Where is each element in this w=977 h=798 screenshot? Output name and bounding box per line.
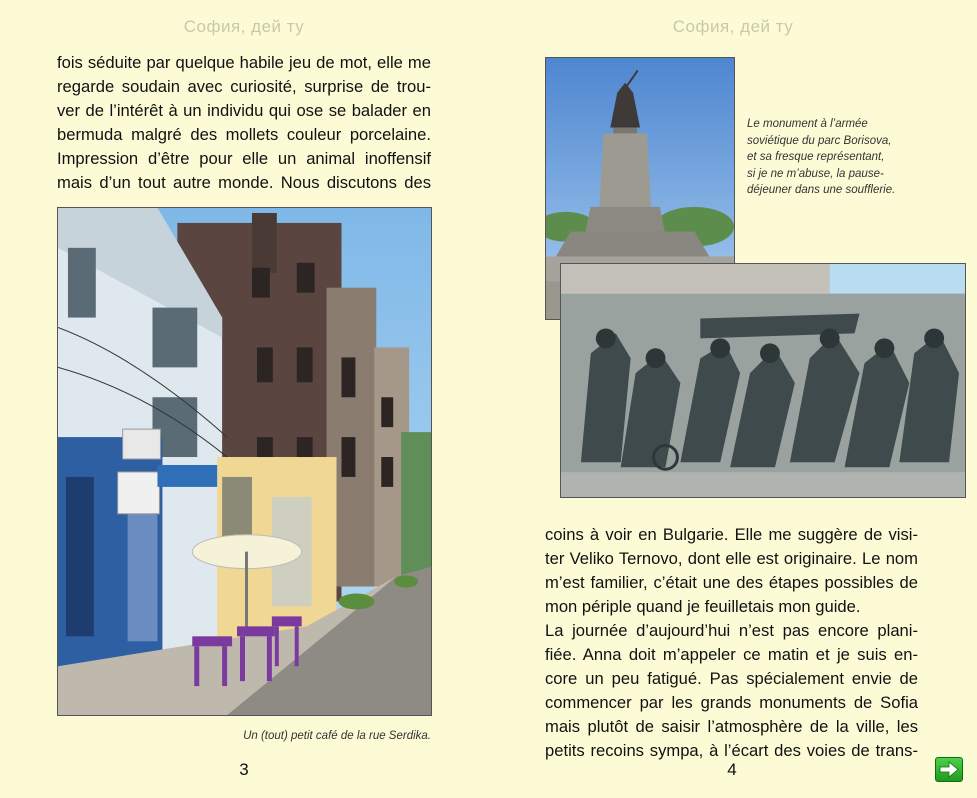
right-arrow-icon	[936, 758, 962, 781]
running-head-right: София, дей ту	[672, 17, 794, 36]
text-line: mon périple quand je feuilletais mon guide.	[545, 597, 861, 616]
caption-line: et sa fresque représentant,	[747, 151, 885, 163]
street-cafe-photo	[57, 207, 432, 716]
fresco-photo	[560, 263, 966, 498]
running-head-left: София, дей ту	[183, 17, 305, 36]
text-line: m’est familier, c’était une des étapes possibles de	[545, 573, 918, 592]
caption-line: si je ne m’abuse, la pause-	[747, 167, 884, 180]
text-line: Impression d’être pour elle un animal inoffensif	[57, 149, 431, 168]
text-line: fois séduite par quelque habile jeu de mot, elle me	[57, 53, 431, 72]
page-number-right: 4	[727, 760, 737, 779]
text-line: regarde soudain avec curiosité, surprise de trou-	[57, 77, 431, 96]
street-photo-caption: Un (tout) petit café de la rue Serdika.	[243, 730, 431, 742]
text-line: fiée. Anna doit m’appeler ce matin et je suis en-	[545, 645, 918, 664]
text-line: La journée d’aujourd’hui n’est pas encore plani-	[545, 621, 918, 640]
text-line: ver de l’intérêt à un individu qui ose se balader en	[57, 101, 431, 120]
caption-line: déjeuner dans une soufflerie.	[747, 184, 896, 196]
text-line: mais plutôt de saisir l’atmosphère de la ville, les	[545, 717, 918, 736]
text-line: ter Veliko Ternovo, dont elle est originaire. Le nom	[545, 549, 918, 568]
monument-photo-caption	[747, 116, 937, 199]
text-line: commencer par les grands monuments de Sofia	[545, 693, 918, 712]
caption-line: Le monument à l’armée	[747, 118, 868, 130]
text-line: mais d’un tout autre monde. Nous discutons des	[57, 173, 431, 192]
left-page-text	[57, 51, 431, 195]
right-page-text	[545, 523, 918, 763]
text-line: petits recoins sympa, à l’écart des voies de trans-	[545, 741, 918, 760]
caption-line: soviétique du parc Borisova,	[747, 134, 892, 147]
left-page	[0, 0, 488, 798]
text-line: bermuda malgré des mollets couleur porcelaine.	[57, 125, 431, 144]
page-number-left: 3	[239, 760, 249, 779]
text-line: coins à voir en Bulgarie. Elle me suggère de visi-	[545, 525, 918, 544]
next-page-button[interactable]	[935, 757, 963, 782]
text-line: core un peu fatigué. Pas spécialement envie de	[545, 669, 918, 688]
right-page	[489, 0, 977, 798]
